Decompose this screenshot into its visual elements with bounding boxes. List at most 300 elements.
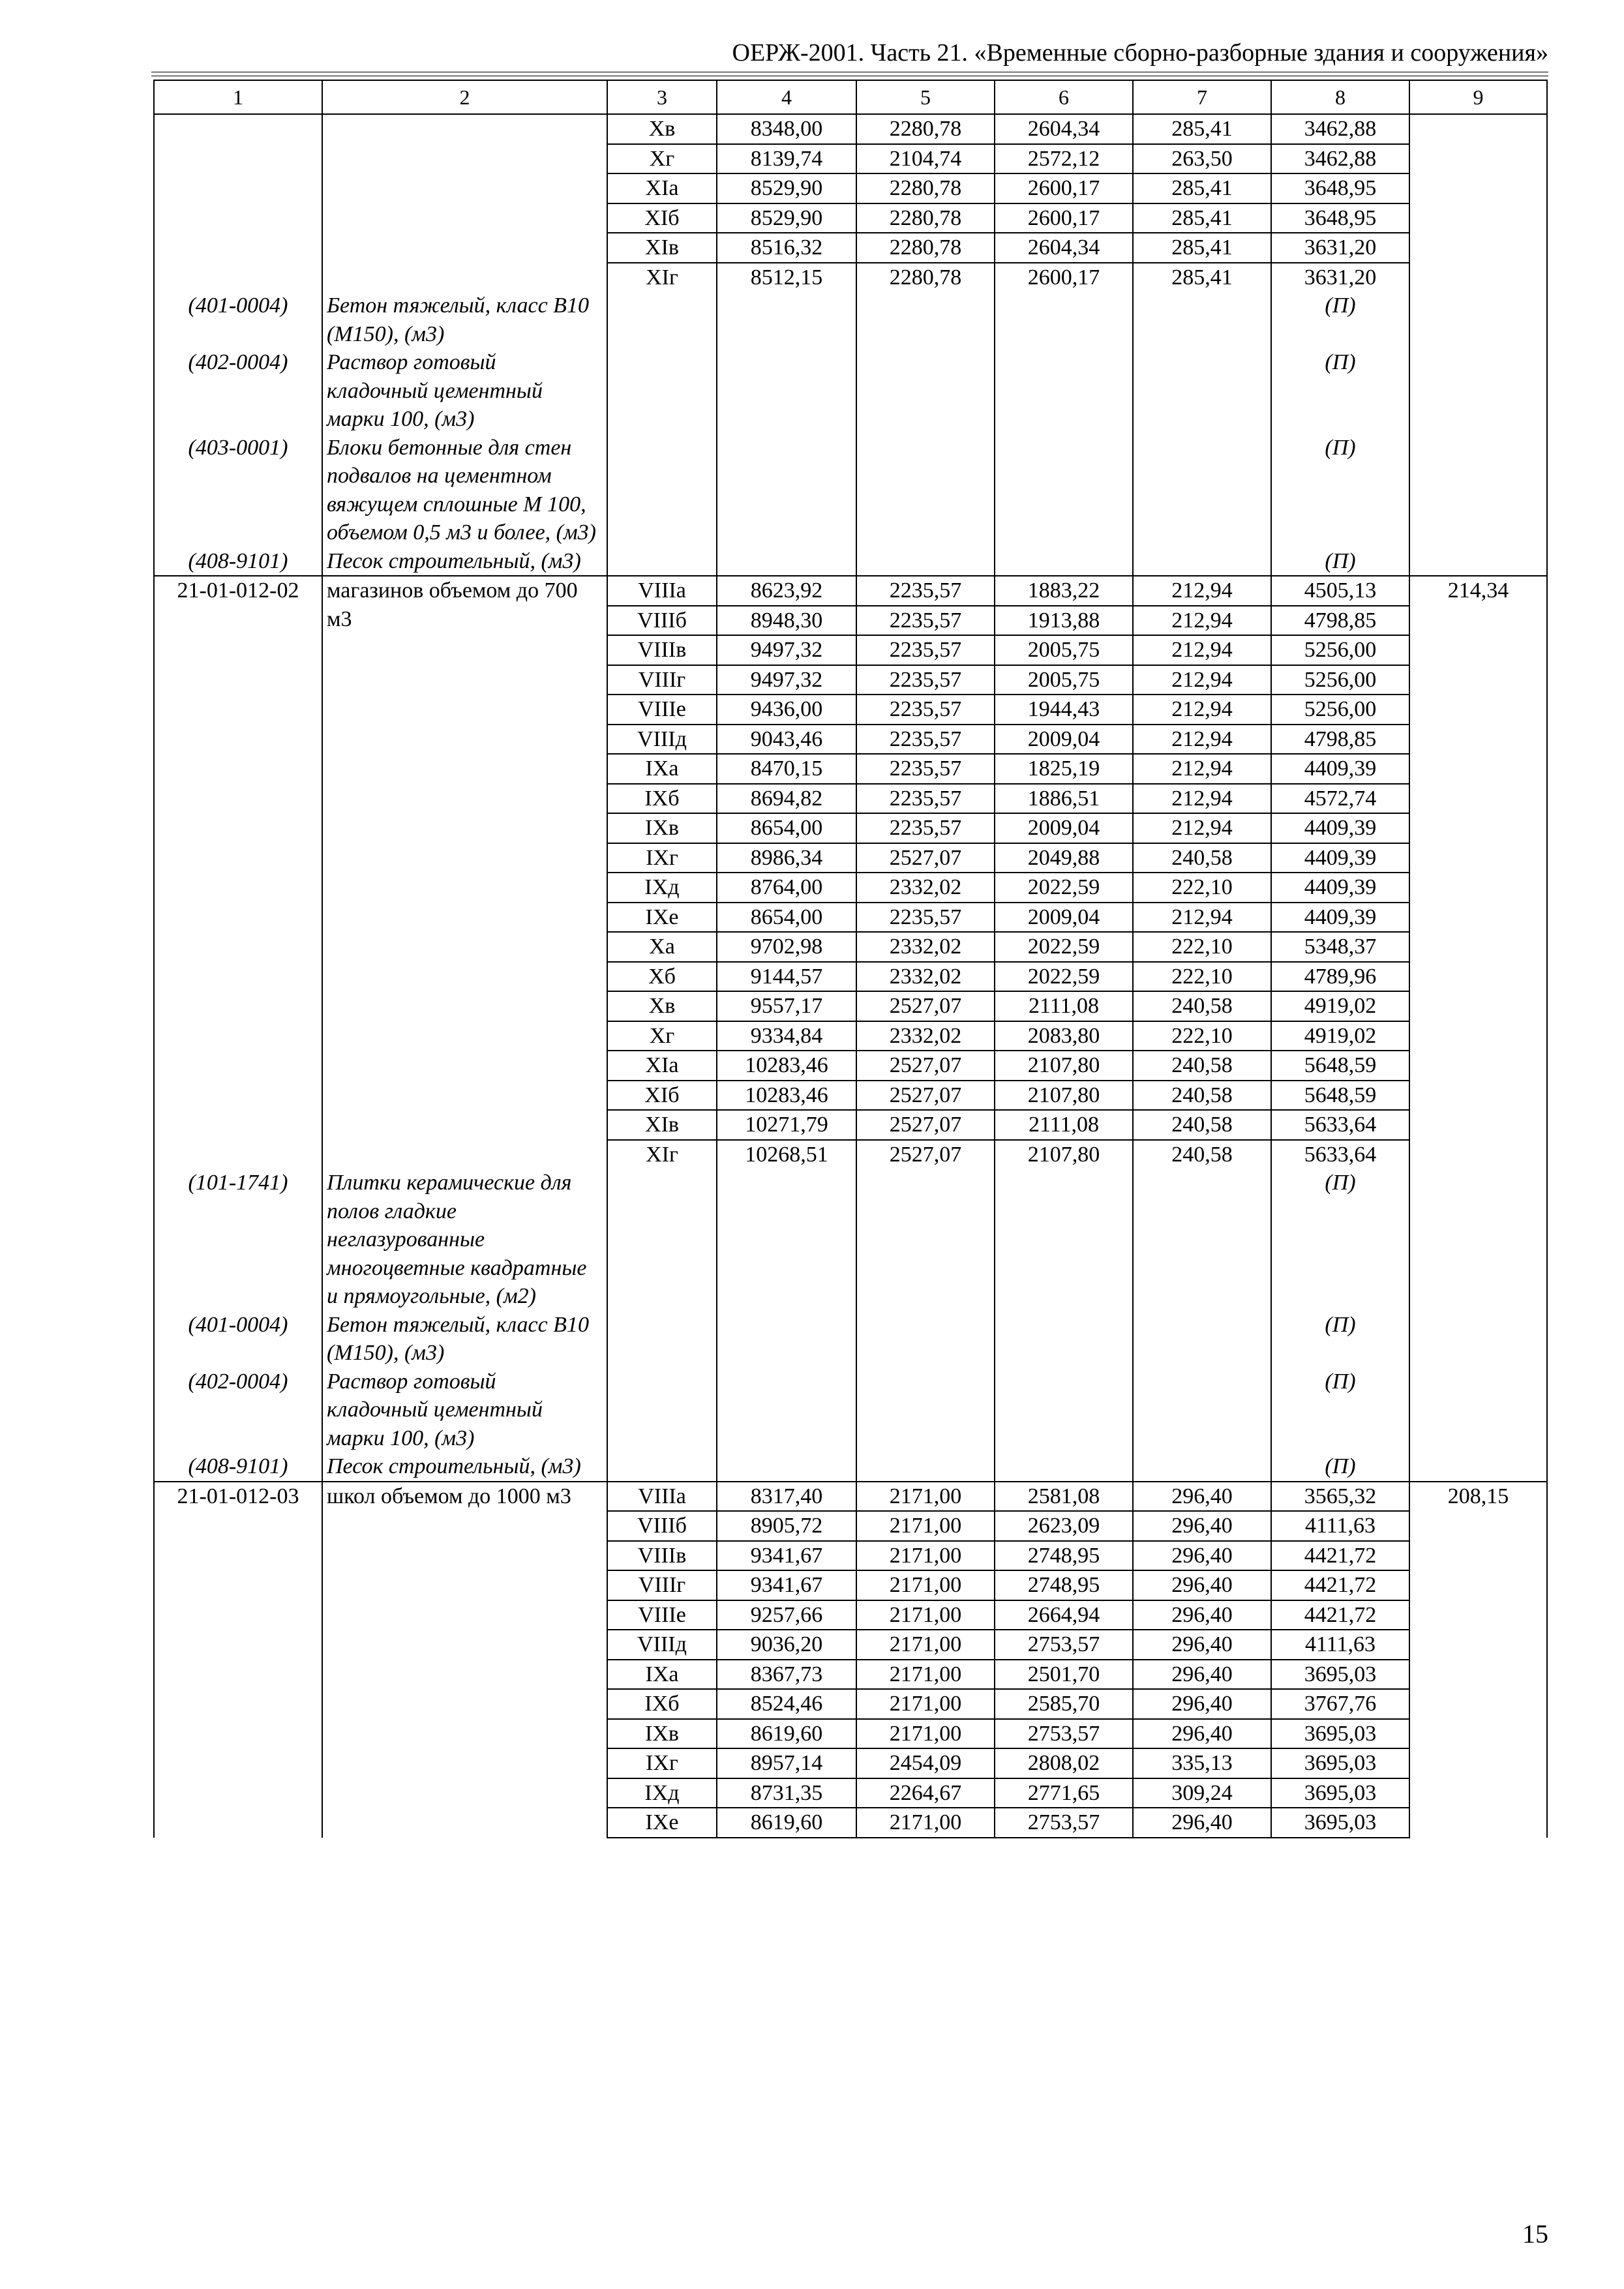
cell-value: 3462,88 [1271, 114, 1409, 144]
cell-value: VIIIг [607, 665, 717, 695]
rate-name [322, 114, 607, 292]
cell-value: 2748,95 [995, 1541, 1133, 1571]
cell-value: 2527,07 [856, 1081, 995, 1111]
cell-value: ХIб [607, 1081, 717, 1111]
empty-cell [1133, 1311, 1271, 1368]
cell-value: 4409,39 [1271, 903, 1409, 933]
table-row [154, 1482, 1547, 1512]
cell-value: 2264,67 [856, 1778, 995, 1808]
cell-value: 8524,46 [717, 1689, 856, 1719]
material-name: Песок строительный, (м3) [322, 547, 607, 576]
cell-value: 2527,07 [856, 1110, 995, 1140]
material-name: Плитки керамические для полов гладкие неглазурованные многоцветные квадратные и прямоугольные, (м2) [322, 1169, 607, 1311]
empty-cell [1409, 1311, 1547, 1368]
cell-value: 3648,95 [1271, 203, 1409, 233]
empty-cell [856, 1311, 995, 1368]
cell-value: VIIIе [607, 695, 717, 725]
cell-value: 296,40 [1133, 1482, 1271, 1512]
cell-value: VIIIд [607, 1630, 717, 1660]
cell-value: IХа [607, 1660, 717, 1690]
material-name: Блоки бетонные для стен подвалов на цементном вяжущем сплошные М 100, объемом 0,5 м3 и более, (м3) [322, 434, 607, 547]
cell-value: 2280,78 [856, 263, 995, 292]
cell-value: 9436,00 [717, 695, 856, 725]
empty-cell [717, 1368, 856, 1453]
cell-value: 2171,00 [856, 1808, 995, 1838]
material-mark: (П) [1271, 434, 1409, 547]
cell-value: 2332,02 [856, 932, 995, 962]
cell-value: 8367,73 [717, 1660, 856, 1690]
cell-value: 2280,78 [856, 233, 995, 263]
cell-value: 10283,46 [717, 1051, 856, 1081]
cell-value: 2049,88 [995, 843, 1133, 873]
cell-value: 285,41 [1133, 233, 1271, 263]
cell-value: 240,58 [1133, 1140, 1271, 1169]
material-code: (403-0001) [154, 434, 322, 547]
cell-value: IХб [607, 1689, 717, 1719]
cell-value: 2572,12 [995, 144, 1133, 174]
cell-value: VIIIб [607, 1511, 717, 1541]
empty-cell [717, 1311, 856, 1368]
empty-cell [607, 1169, 717, 1311]
cell-value: 240,58 [1133, 1110, 1271, 1140]
cell-value: 2235,57 [856, 576, 995, 606]
cell-value: 3695,03 [1271, 1719, 1409, 1749]
material-mark: (П) [1271, 1311, 1409, 1368]
cell-value: 2083,80 [995, 1021, 1133, 1051]
cell-value: 296,40 [1133, 1511, 1271, 1541]
cell-value: 212,94 [1133, 754, 1271, 784]
cell-value: 4789,96 [1271, 962, 1409, 992]
cell-value: 3462,88 [1271, 144, 1409, 174]
cell-value: 3695,03 [1271, 1748, 1409, 1778]
cell-value: 212,94 [1133, 665, 1271, 695]
cell-value: 4409,39 [1271, 873, 1409, 903]
cell-value: 2604,34 [995, 233, 1133, 263]
cell-value: 296,40 [1133, 1630, 1271, 1660]
material-row [154, 547, 1547, 576]
cell-value: 4409,39 [1271, 843, 1409, 873]
cell-value: 10271,79 [717, 1110, 856, 1140]
cell-value: 2771,65 [995, 1778, 1133, 1808]
cell-value: 212,94 [1133, 606, 1271, 636]
material-mark: (П) [1271, 1368, 1409, 1453]
col9-value: 208,15 [1409, 1482, 1547, 1838]
cell-value: 2171,00 [856, 1570, 995, 1600]
cell-value: 8619,60 [717, 1719, 856, 1749]
cell-value: 10283,46 [717, 1081, 856, 1111]
cell-value: 2107,80 [995, 1140, 1133, 1169]
cell-value: 2235,57 [856, 813, 995, 843]
cell-value: 9557,17 [717, 991, 856, 1021]
cell-value: 1886,51 [995, 784, 1133, 814]
material-row [154, 434, 1547, 547]
empty-cell [1133, 1452, 1271, 1482]
empty-cell [1133, 348, 1271, 434]
cell-value: 2022,59 [995, 962, 1133, 992]
cell-value: 222,10 [1133, 873, 1271, 903]
cell-value: 4421,72 [1271, 1600, 1409, 1630]
cell-value: 2111,08 [995, 991, 1133, 1021]
cell-value: IХб [607, 784, 717, 814]
column-number: 2 [322, 80, 607, 114]
cell-value: 285,41 [1133, 203, 1271, 233]
material-row [154, 348, 1547, 434]
cell-value: Хб [607, 962, 717, 992]
cell-value: 8731,35 [717, 1778, 856, 1808]
empty-cell [607, 348, 717, 434]
rate-code: 21-01-012-02 [154, 576, 322, 1169]
cell-value: ХIа [607, 173, 717, 203]
empty-cell [1409, 434, 1547, 547]
cell-value: 4409,39 [1271, 813, 1409, 843]
col9-value [1409, 114, 1547, 292]
cell-value: 8470,15 [717, 754, 856, 784]
empty-cell [995, 1452, 1133, 1482]
cell-value: 4421,72 [1271, 1570, 1409, 1600]
cell-value: 9497,32 [717, 635, 856, 665]
cell-value: 1913,88 [995, 606, 1133, 636]
column-number: 9 [1409, 80, 1547, 114]
empty-cell [856, 547, 995, 576]
empty-cell [607, 434, 717, 547]
rate-code: 21-01-012-03 [154, 1482, 322, 1838]
cell-value: Ха [607, 932, 717, 962]
rate-name: магазинов объемом до 700 м3 [322, 576, 607, 1169]
cell-value: 285,41 [1133, 173, 1271, 203]
cell-value: 3695,03 [1271, 1660, 1409, 1690]
cell-value: 2009,04 [995, 813, 1133, 843]
price-table [153, 80, 1548, 1838]
cell-value: 2581,08 [995, 1482, 1133, 1512]
material-code: (401-0004) [154, 1311, 322, 1368]
cell-value: 263,50 [1133, 144, 1271, 174]
column-number: 7 [1133, 80, 1271, 114]
cell-value: Хв [607, 991, 717, 1021]
cell-value: ХIв [607, 1110, 717, 1140]
cell-value: 2171,00 [856, 1689, 995, 1719]
cell-value: 2107,80 [995, 1081, 1133, 1111]
cell-value: 10268,51 [717, 1140, 856, 1169]
cell-value: 8516,32 [717, 233, 856, 263]
material-mark: (П) [1271, 1169, 1409, 1311]
empty-cell [995, 547, 1133, 576]
empty-cell [1133, 292, 1271, 348]
empty-cell [995, 292, 1133, 348]
cell-value: 8948,30 [717, 606, 856, 636]
cell-value: 2280,78 [856, 173, 995, 203]
cell-value: 296,40 [1133, 1660, 1271, 1690]
cell-value: IХв [607, 813, 717, 843]
cell-value: 3631,20 [1271, 233, 1409, 263]
cell-value: 4111,63 [1271, 1511, 1409, 1541]
empty-cell [1133, 1368, 1271, 1453]
cell-value: VIIIд [607, 725, 717, 755]
empty-cell [856, 1169, 995, 1311]
cell-value: 8654,00 [717, 903, 856, 933]
material-code: (401-0004) [154, 292, 322, 348]
empty-cell [856, 1368, 995, 1453]
material-code: (402-0004) [154, 348, 322, 434]
cell-value: 8139,74 [717, 144, 856, 174]
cell-value: 296,40 [1133, 1719, 1271, 1749]
cell-value: 296,40 [1133, 1541, 1271, 1571]
empty-cell [1409, 348, 1547, 434]
cell-value: Хв [607, 114, 717, 144]
cell-value: 2022,59 [995, 932, 1133, 962]
cell-value: IХв [607, 1719, 717, 1749]
cell-value: ХIв [607, 233, 717, 263]
page-number: 15 [1522, 2219, 1548, 2249]
empty-cell [1409, 1368, 1547, 1453]
cell-value: 212,94 [1133, 784, 1271, 814]
empty-cell [717, 1452, 856, 1482]
cell-value: IХе [607, 1808, 717, 1838]
cell-value: VIIIе [607, 1600, 717, 1630]
cell-value: 2527,07 [856, 1140, 995, 1169]
cell-value: ХIб [607, 203, 717, 233]
cell-value: IХд [607, 873, 717, 903]
cell-value: 8619,60 [717, 1808, 856, 1838]
cell-value: 212,94 [1133, 576, 1271, 606]
cell-value: 222,10 [1133, 1021, 1271, 1051]
cell-value: 9497,32 [717, 665, 856, 695]
cell-value: VIIIб [607, 606, 717, 636]
cell-value: IХд [607, 1778, 717, 1808]
material-mark: (П) [1271, 1452, 1409, 1482]
material-row [154, 292, 1547, 348]
material-row [154, 1452, 1547, 1482]
cell-value: 8317,40 [717, 1482, 856, 1512]
cell-value: 2600,17 [995, 173, 1133, 203]
cell-value: 2171,00 [856, 1660, 995, 1690]
empty-cell [607, 292, 717, 348]
cell-value: VIIIа [607, 576, 717, 606]
empty-cell [717, 348, 856, 434]
cell-value: IХа [607, 754, 717, 784]
cell-value: 335,13 [1133, 1748, 1271, 1778]
cell-value: 8348,00 [717, 114, 856, 144]
cell-value: 2235,57 [856, 754, 995, 784]
material-code: (408-9101) [154, 547, 322, 576]
cell-value: 222,10 [1133, 962, 1271, 992]
cell-value: 2585,70 [995, 1689, 1133, 1719]
running-header: ОЕРЖ-2001. Часть 21. «Временные сборно-разборные здания и сооружения» [732, 39, 1548, 67]
cell-value: IХе [607, 903, 717, 933]
cell-value: 2280,78 [856, 114, 995, 144]
empty-cell [995, 434, 1133, 547]
cell-value: 2753,57 [995, 1808, 1133, 1838]
cell-value: 4798,85 [1271, 725, 1409, 755]
cell-value: 5633,64 [1271, 1140, 1409, 1169]
empty-cell [607, 547, 717, 576]
cell-value: 2009,04 [995, 903, 1133, 933]
empty-cell [1133, 434, 1271, 547]
cell-value: 2527,07 [856, 1051, 995, 1081]
cell-value: IХг [607, 843, 717, 873]
cell-value: ХIг [607, 1140, 717, 1169]
cell-value: 212,94 [1133, 695, 1271, 725]
cell-value: 4409,39 [1271, 754, 1409, 784]
cell-value: 3767,76 [1271, 1689, 1409, 1719]
cell-value: 2235,57 [856, 635, 995, 665]
cell-value: 2280,78 [856, 203, 995, 233]
cell-value: 5348,37 [1271, 932, 1409, 962]
cell-value: 285,41 [1133, 114, 1271, 144]
cell-value: 2753,57 [995, 1719, 1133, 1749]
cell-value: 3695,03 [1271, 1778, 1409, 1808]
cell-value: 4421,72 [1271, 1541, 1409, 1571]
cell-value: VIIIв [607, 1541, 717, 1571]
material-row [154, 1368, 1547, 1453]
cell-value: 296,40 [1133, 1808, 1271, 1838]
rate-code [154, 114, 322, 292]
cell-value: 2171,00 [856, 1600, 995, 1630]
cell-value: 5256,00 [1271, 635, 1409, 665]
cell-value: 4505,13 [1271, 576, 1409, 606]
cell-value: 8986,34 [717, 843, 856, 873]
cell-value: 4798,85 [1271, 606, 1409, 636]
column-number: 5 [856, 80, 995, 114]
cell-value: 2005,75 [995, 635, 1133, 665]
empty-cell [1133, 547, 1271, 576]
cell-value: 2171,00 [856, 1719, 995, 1749]
material-mark: (П) [1271, 547, 1409, 576]
column-number: 3 [607, 80, 717, 114]
cell-value: 3648,95 [1271, 173, 1409, 203]
cell-value: 4919,02 [1271, 1021, 1409, 1051]
cell-value: 2104,74 [856, 144, 995, 174]
cell-value: 8529,90 [717, 203, 856, 233]
cell-value: 285,41 [1133, 263, 1271, 292]
cell-value: 2235,57 [856, 665, 995, 695]
empty-cell [995, 1368, 1133, 1453]
cell-value: 2527,07 [856, 843, 995, 873]
column-number: 4 [717, 80, 856, 114]
table-row [154, 576, 1547, 606]
empty-cell [856, 434, 995, 547]
cell-value: 309,24 [1133, 1778, 1271, 1808]
material-name: Раствор готовый кладочный цементный марки 100, (м3) [322, 348, 607, 434]
cell-value: 2623,09 [995, 1511, 1133, 1541]
material-name: Песок строительный, (м3) [322, 1452, 607, 1482]
cell-value: 9341,67 [717, 1570, 856, 1600]
material-name: Бетон тяжелый, класс В10 (М150), (м3) [322, 292, 607, 348]
material-mark: (П) [1271, 348, 1409, 434]
table-row [154, 114, 1547, 144]
cell-value: 240,58 [1133, 843, 1271, 873]
cell-value: 2600,17 [995, 263, 1133, 292]
cell-value: 5648,59 [1271, 1051, 1409, 1081]
cell-value: ХIг [607, 263, 717, 292]
cell-value: 240,58 [1133, 991, 1271, 1021]
cell-value: ХIа [607, 1051, 717, 1081]
cell-value: 2235,57 [856, 695, 995, 725]
cell-value: VIIIв [607, 635, 717, 665]
empty-cell [717, 434, 856, 547]
cell-value: 9334,84 [717, 1021, 856, 1051]
material-row [154, 1169, 1547, 1311]
empty-cell [1409, 1452, 1547, 1482]
empty-cell [717, 1169, 856, 1311]
cell-value: 2235,57 [856, 784, 995, 814]
rate-name: школ объемом до 1000 м3 [322, 1482, 607, 1838]
empty-cell [995, 348, 1133, 434]
empty-cell [856, 292, 995, 348]
cell-value: 9257,66 [717, 1600, 856, 1630]
cell-value: IХг [607, 1748, 717, 1778]
cell-value: 8529,90 [717, 173, 856, 203]
material-mark: (П) [1271, 292, 1409, 348]
cell-value: 2600,17 [995, 203, 1133, 233]
cell-value: 212,94 [1133, 903, 1271, 933]
cell-value: 296,40 [1133, 1570, 1271, 1600]
empty-cell [1409, 1169, 1547, 1311]
cell-value: 3631,20 [1271, 263, 1409, 292]
cell-value: 2753,57 [995, 1630, 1133, 1660]
column-number: 1 [154, 80, 322, 114]
material-code: (408-9101) [154, 1452, 322, 1482]
empty-cell [607, 1452, 717, 1482]
cell-value: 2808,02 [995, 1748, 1133, 1778]
empty-cell [856, 348, 995, 434]
cell-value: 8957,14 [717, 1748, 856, 1778]
cell-value: 2171,00 [856, 1541, 995, 1571]
column-number: 6 [995, 80, 1133, 114]
cell-value: 4111,63 [1271, 1630, 1409, 1660]
empty-cell [1409, 547, 1547, 576]
empty-cell [607, 1368, 717, 1453]
cell-value: 4572,74 [1271, 784, 1409, 814]
cell-value: 2604,34 [995, 114, 1133, 144]
cell-value: 1883,22 [995, 576, 1133, 606]
cell-value: 8764,00 [717, 873, 856, 903]
column-number: 8 [1271, 80, 1409, 114]
cell-value: 2748,95 [995, 1570, 1133, 1600]
cell-value: 2332,02 [856, 1021, 995, 1051]
cell-value: 2107,80 [995, 1051, 1133, 1081]
cell-value: Хг [607, 1021, 717, 1051]
cell-value: 9341,67 [717, 1541, 856, 1571]
cell-value: VIIIг [607, 1570, 717, 1600]
cell-value: 2171,00 [856, 1511, 995, 1541]
cell-value: 9043,46 [717, 725, 856, 755]
cell-value: 212,94 [1133, 725, 1271, 755]
cell-value: 2664,94 [995, 1600, 1133, 1630]
cell-value: 8905,72 [717, 1511, 856, 1541]
cell-value: 212,94 [1133, 813, 1271, 843]
material-row [154, 1311, 1547, 1368]
cell-value: VIIIа [607, 1482, 717, 1512]
cell-value: 2171,00 [856, 1630, 995, 1660]
cell-value: 2235,57 [856, 725, 995, 755]
cell-value: 296,40 [1133, 1689, 1271, 1719]
cell-value: 8654,00 [717, 813, 856, 843]
cell-value: 8623,92 [717, 576, 856, 606]
cell-value: 2527,07 [856, 991, 995, 1021]
empty-cell [1409, 292, 1547, 348]
cell-value: 5256,00 [1271, 665, 1409, 695]
cell-value: 240,58 [1133, 1081, 1271, 1111]
cell-value: 5648,59 [1271, 1081, 1409, 1111]
empty-cell [995, 1169, 1133, 1311]
cell-value: 8512,15 [717, 263, 856, 292]
cell-value: 222,10 [1133, 932, 1271, 962]
col9-value: 214,34 [1409, 576, 1547, 1169]
cell-value: 5256,00 [1271, 695, 1409, 725]
cell-value: 3695,03 [1271, 1808, 1409, 1838]
cell-value: 2022,59 [995, 873, 1133, 903]
material-name: Раствор готовый кладочный цементный марки 100, (м3) [322, 1368, 607, 1453]
